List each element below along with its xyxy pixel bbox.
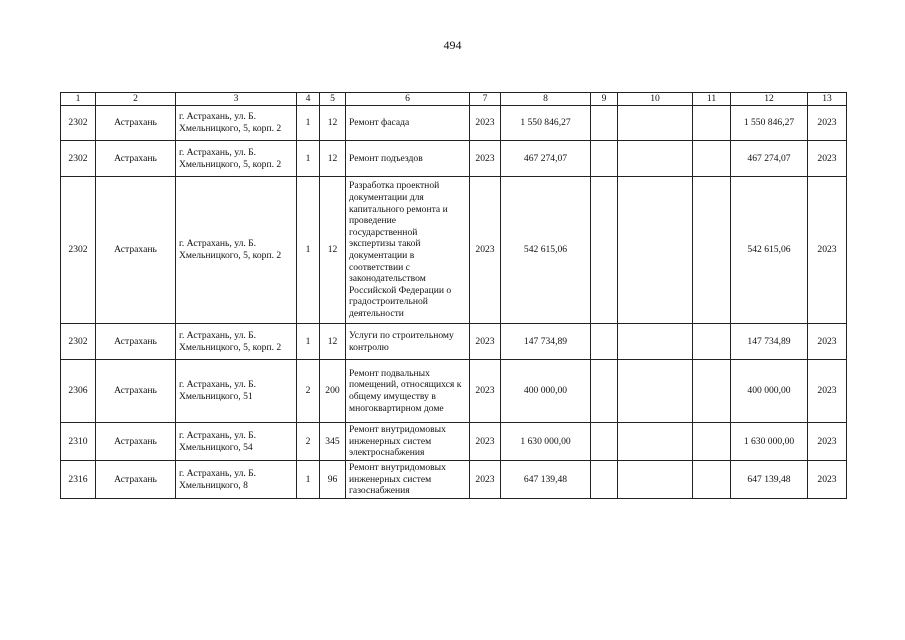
cell-year: 2023: [470, 360, 501, 423]
cell-cost: 1 630 000,00: [501, 423, 591, 461]
table-row: [61, 360, 847, 423]
cell-c10: [618, 423, 693, 461]
cell-c9: [591, 141, 618, 177]
table-row: [61, 177, 847, 324]
cell-c5: 12: [320, 106, 346, 141]
cell-total-cost: 647 139,48: [731, 461, 808, 499]
cell-c5: 345: [320, 423, 346, 461]
cell-address: г. Астрахань, ул. Б. Хмельницкого, 51: [176, 360, 297, 423]
cell-c4: 1: [297, 106, 320, 141]
cell-c5: 12: [320, 324, 346, 360]
cell-c11: [693, 106, 731, 141]
cell-c4: 1: [297, 461, 320, 499]
cell-c5: 96: [320, 461, 346, 499]
table-body: [61, 93, 847, 499]
cell-c5: 12: [320, 141, 346, 177]
cell-c10: [618, 106, 693, 141]
cell-city: Астрахань: [96, 106, 176, 141]
cell-completion-year: 2023: [808, 360, 847, 423]
cell-total-cost: 147 734,89: [731, 324, 808, 360]
column-header: 6: [346, 93, 470, 106]
column-header: 8: [501, 93, 591, 106]
cell-total-cost: 400 000,00: [731, 360, 808, 423]
cell-city: Астрахань: [96, 324, 176, 360]
column-header: 2: [96, 93, 176, 106]
cell-c10: [618, 141, 693, 177]
cell-c11: [693, 141, 731, 177]
cell-address: г. Астрахань, ул. Б. Хмельницкого, 5, корп. 2: [176, 106, 297, 141]
cell-work-type: Разработка проектной документации для капитального ремонта и проведение государственной экспертизы такой документации в соответствии с законодательством Российской Федерации о градостроительной деятельности: [346, 177, 470, 324]
cell-work-type: Ремонт фасада: [346, 106, 470, 141]
cell-completion-year: 2023: [808, 141, 847, 177]
cell-c11: [693, 461, 731, 499]
cell-cost: 400 000,00: [501, 360, 591, 423]
cell-c11: [693, 360, 731, 423]
cell-total-cost: 1 550 846,27: [731, 106, 808, 141]
cell-c9: [591, 360, 618, 423]
cell-c9: [591, 423, 618, 461]
column-header: 7: [470, 93, 501, 106]
cell-year: 2023: [470, 461, 501, 499]
cell-cost: 467 274,07: [501, 141, 591, 177]
cell-c10: [618, 461, 693, 499]
table-row: [61, 106, 847, 141]
table-row: [61, 324, 847, 360]
cell-c5: 12: [320, 177, 346, 324]
page-number: 494: [443, 38, 462, 52]
cell-address: г. Астрахань, ул. Б. Хмельницкого, 5, корп. 2: [176, 141, 297, 177]
column-header: 10: [618, 93, 693, 106]
cell-total-cost: 542 615,06: [731, 177, 808, 324]
cell-id: 2302: [61, 141, 96, 177]
column-header: 9: [591, 93, 618, 106]
cell-address: г. Астрахань, ул. Б. Хмельницкого, 5, корп. 2: [176, 177, 297, 324]
cell-c4: 2: [297, 423, 320, 461]
table-row: [61, 461, 847, 499]
cell-year: 2023: [470, 324, 501, 360]
cell-c10: [618, 360, 693, 423]
cell-id: 2306: [61, 360, 96, 423]
cell-cost: 542 615,06: [501, 177, 591, 324]
cell-year: 2023: [470, 177, 501, 324]
cell-work-type: Ремонт внутридомовых инженерных систем газоснабжения: [346, 461, 470, 499]
cell-cost: 147 734,89: [501, 324, 591, 360]
cell-cost: 1 550 846,27: [501, 106, 591, 141]
column-header: 11: [693, 93, 731, 106]
column-header: 4: [297, 93, 320, 106]
cell-c9: [591, 177, 618, 324]
cell-id: 2302: [61, 106, 96, 141]
cell-id: 2310: [61, 423, 96, 461]
cell-c11: [693, 324, 731, 360]
cell-c4: 2: [297, 360, 320, 423]
cell-completion-year: 2023: [808, 324, 847, 360]
table-row: [61, 141, 847, 177]
cell-work-type: Услуги по строительному контролю: [346, 324, 470, 360]
cell-total-cost: 467 274,07: [731, 141, 808, 177]
cell-completion-year: 2023: [808, 461, 847, 499]
repair-program-table: [60, 92, 847, 499]
cell-completion-year: 2023: [808, 177, 847, 324]
cell-c4: 1: [297, 141, 320, 177]
cell-address: г. Астрахань, ул. Б. Хмельницкого, 54: [176, 423, 297, 461]
column-header: 3: [176, 93, 297, 106]
cell-id: 2316: [61, 461, 96, 499]
cell-year: 2023: [470, 106, 501, 141]
cell-c9: [591, 324, 618, 360]
cell-c11: [693, 423, 731, 461]
cell-total-cost: 1 630 000,00: [731, 423, 808, 461]
cell-year: 2023: [470, 141, 501, 177]
column-header: 5: [320, 93, 346, 106]
cell-address: г. Астрахань, ул. Б. Хмельницкого, 8: [176, 461, 297, 499]
cell-city: Астрахань: [96, 461, 176, 499]
table-row: [61, 423, 847, 461]
cell-year: 2023: [470, 423, 501, 461]
cell-work-type: Ремонт подвальных помещений, относящихся к общему имуществу в многоквартирном доме: [346, 360, 470, 423]
cell-work-type: Ремонт внутридомовых инженерных систем электроснабжения: [346, 423, 470, 461]
cell-c11: [693, 177, 731, 324]
cell-c5: 200: [320, 360, 346, 423]
cell-city: Астрахань: [96, 177, 176, 324]
column-number-row: [61, 93, 847, 106]
cell-address: г. Астрахань, ул. Б. Хмельницкого, 5, корп. 2: [176, 324, 297, 360]
column-header: 1: [61, 93, 96, 106]
cell-cost: 647 139,48: [501, 461, 591, 499]
cell-c10: [618, 324, 693, 360]
cell-c9: [591, 461, 618, 499]
cell-id: 2302: [61, 177, 96, 324]
cell-c4: 1: [297, 177, 320, 324]
cell-c9: [591, 106, 618, 141]
cell-id: 2302: [61, 324, 96, 360]
column-header: 12: [731, 93, 808, 106]
cell-c10: [618, 177, 693, 324]
column-header: 13: [808, 93, 847, 106]
cell-city: Астрахань: [96, 423, 176, 461]
cell-c4: 1: [297, 324, 320, 360]
cell-completion-year: 2023: [808, 423, 847, 461]
cell-completion-year: 2023: [808, 106, 847, 141]
cell-city: Астрахань: [96, 360, 176, 423]
cell-city: Астрахань: [96, 141, 176, 177]
cell-work-type: Ремонт подъездов: [346, 141, 470, 177]
